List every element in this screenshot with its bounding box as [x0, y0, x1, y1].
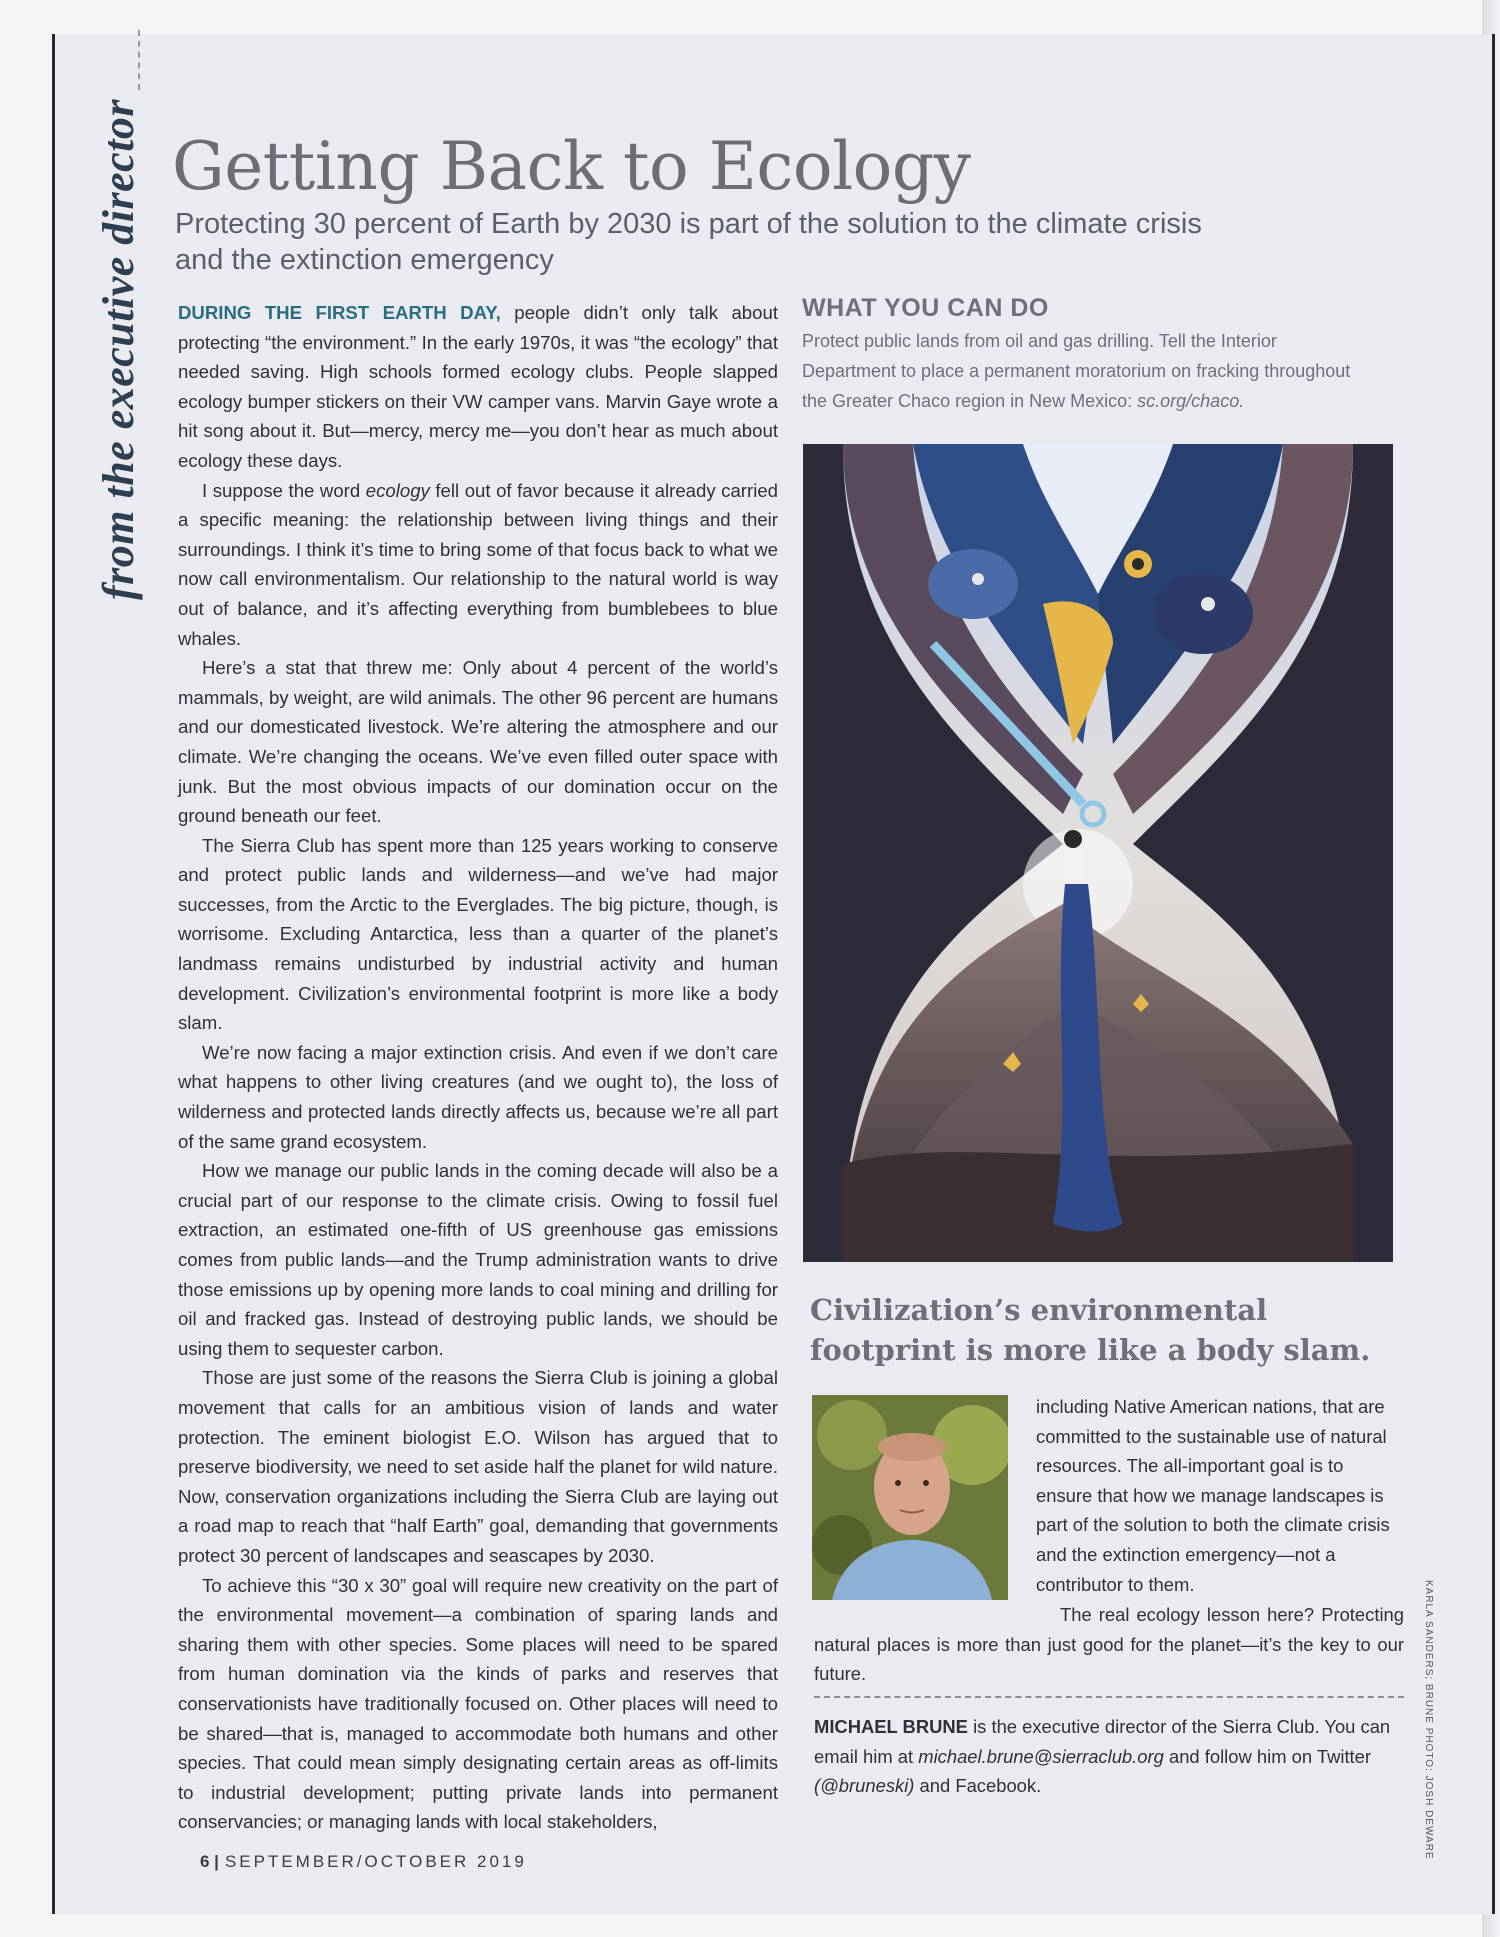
article-paragraph: We’re now facing a major extinction crisis. And even if we don’t care what happens to other living creatures (and we ought to), the loss of wilderness and protected lands directly affects us, because we’re all part of the same grand ecosystem.	[178, 1041, 778, 1152]
article-closing: The real ecology lesson here? Protecting natural places is more than just good for the planet—it’s the key to our future.	[814, 1604, 1404, 1685]
section-label: from the executive director	[94, 98, 143, 600]
article-paragraph: Here’s a stat that threw me: Only about 4 percent of the world’s mammals, by weight, are wild animals. The other 96 percent are humans and our domesticated livestock. We’re altering the atmosphere and our climate. We’re changing the oceans. We’ve even filled outer space with junk. But the most obvious impacts of our domination occur on the ground beneath our feet.	[178, 657, 778, 827]
author-twitter-link[interactable]: (@bruneski)	[814, 1775, 915, 1797]
bio-divider	[814, 1696, 1404, 1698]
what-you-can-do-text: Protect public lands from oil and gas drilling. Tell the Interior Department to place a permanent moratorium on fracking throughout the Greater Chaco region in New Mexico: sc.org/chaco.	[802, 331, 1351, 411]
lead-in: DURING THE FIRST EARTH DAY,	[178, 302, 501, 323]
page-subtitle: Protecting 30 percent of Earth by 2030 is part of the solution to the climate crisis and the extinction emergency	[175, 208, 1202, 276]
hourglass-illustration	[803, 444, 1393, 1262]
article-paragraph: The Sierra Club has spent more than 125 years working to conserve and protect public lands and wilderness—and we’ve had major successes, from the Arctic to the Everglades. The big picture, though, is worrisome. Excluding Antarctica, less than a quarter of the planet’s landmass remains undisturbed by industrial activity and human development. Civilization’s environmental footprint is more like a body slam.	[178, 834, 778, 1034]
issue-date: SEPTEMBER/OCTOBER 2019	[224, 1852, 527, 1871]
photo-credit: KARLA SANDERS; BRUNE PHOTO: JOSH DEWARE	[1423, 1580, 1434, 1860]
article-body	[178, 298, 778, 1837]
section-divider	[138, 30, 140, 90]
author-name: MICHAEL BRUNE	[814, 1716, 968, 1737]
article-continued: including Native American nations, that are committed to the sustainable use of natural resources. The all-important goal is to ensure that how we manage landscapes is part of the solution to both the climate crisis and the extinction emergency—not a contributor to them.	[1036, 1396, 1390, 1595]
article-paragraph: Those are just some of the reasons the Sierra Club is joining a global movement that calls for an ambitious vision of lands and water protection. The eminent biologist E.O. Wilson has argued that to preserve biodiversity, we need to set aside half the planet for wild nature. Now, conservation organizations including the Sierra Club are laying out a road map to reach that “half Earth” goal, demanding that governments protect 30 percent of landscapes and seascapes by 2030.	[178, 1367, 778, 1566]
author-email-link[interactable]: michael.brune@sierraclub.org	[918, 1745, 1164, 1767]
what-you-can-do-heading: WHAT YOU CAN DO	[802, 294, 1049, 322]
author-bio: MICHAEL BRUNE is the executive director of the Sierra Club. You can email him at michael.brune@sierraclub.org and follow him on Twitter (@bruneski) and Facebook.	[814, 1716, 1391, 1797]
article-paragraph: DURING THE FIRST EARTH DAY, people didn’t only talk about protecting “the environment.” In the early 1970s, it was “the ecology” that needed saving. High schools formed ecology clubs. People slapped ecology bumper stickers on their VW camper vans. Marvin Gaye wrote a hit song about it. But—mercy, mercy me—you don’t hear as much about ecology these days.	[178, 302, 778, 471]
page-title: Getting Back to Ecology	[172, 128, 971, 205]
chaco-link[interactable]: sc.org/chaco.	[1137, 391, 1245, 411]
page-number: 6 |	[200, 1852, 219, 1871]
article-paragraph: I suppose the word ecology fell out of favor because it already carried a specific meaning: the relationship between living things and their surroundings. I think it’s time to bring some of that focus back to what we now call environmentalism. Our relationship to the natural world is way out of balance, and it’s affecting everything from bumblebees to blue whales.	[178, 479, 779, 649]
author-photo	[812, 1395, 1008, 1600]
pull-quote: Civilization’s environmental footprint is more like a body slam.	[810, 1293, 1371, 1367]
page-footer	[200, 1852, 527, 1872]
article-paragraph: How we manage our public lands in the coming decade will also be a crucial part of our response to the climate crisis. Owing to fossil fuel extraction, an estimated one-fifth of US greenhouse gas emissions comes from public lands—and the Trump administration wants to drive those emissions up by opening more lands to coal mining and drilling for oil and fracked gas. Instead of destroying public lands, we should be using them to sequester carbon.	[178, 1160, 778, 1359]
article-paragraph: To achieve this “30 x 30” goal will require new creativity on the part of the environmental movement—a combination of sparing lands and sharing them with other species. Some places will need to be spared from human domination via the kinds of parks and reserves that conservationists have traditionally focused on. Other places will need to be shared—that is, managed to accommodate both humans and other species. That could mean simply designating certain areas as off-limits to industrial development; putting private lands into permanent conservancies; or managing lands with local stakeholders,	[178, 1574, 778, 1833]
